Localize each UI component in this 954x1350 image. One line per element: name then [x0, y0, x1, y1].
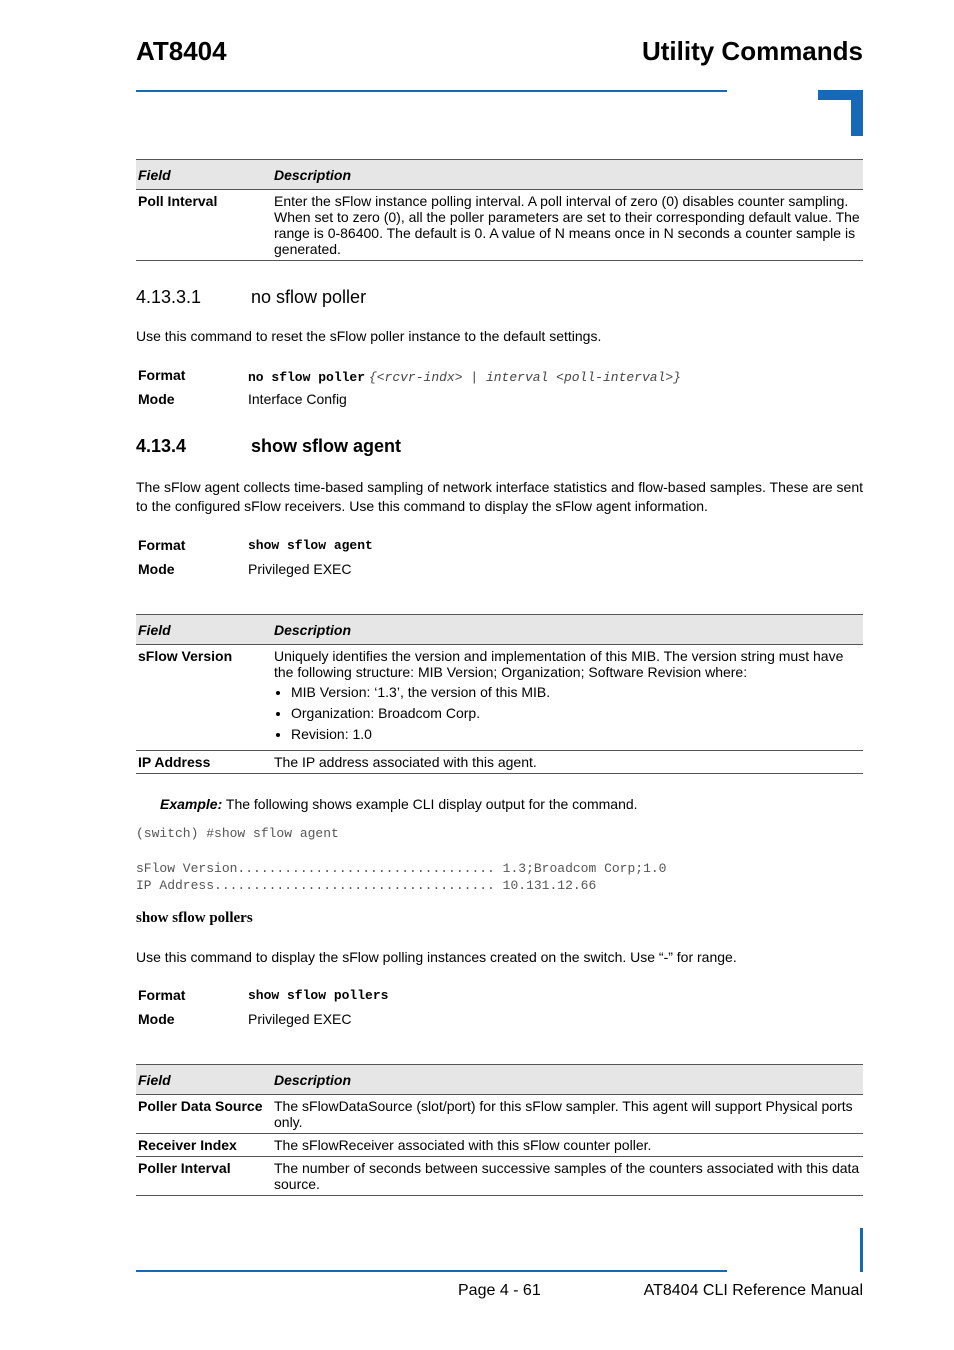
- table-row: [136, 1157, 863, 1196]
- format-command: show sflow agent: [248, 538, 373, 553]
- header-chapter: Utility Commands: [641, 36, 863, 66]
- description-text: Uniquely identifies the version and implementation of this MIB. The version string must have the following structure: MIB Version; Organization; Software Revision where:: [274, 648, 844, 680]
- mode-label: Mode: [138, 1011, 175, 1027]
- mode-label: Mode: [138, 561, 175, 577]
- format-label: Format: [138, 537, 186, 553]
- format-label: Format: [138, 367, 186, 383]
- column-header-field: Field: [136, 160, 272, 190]
- table-row: [136, 1134, 863, 1157]
- column-header-description: Description: [272, 160, 863, 190]
- poll-interval-table: [136, 159, 863, 261]
- description-cell: [272, 645, 863, 751]
- section-title: no sflow poller: [251, 287, 367, 307]
- field-cell: sFlow Version: [136, 645, 272, 751]
- column-header-description: Description: [272, 1065, 863, 1095]
- command-text: no sflow poller: [248, 370, 366, 385]
- mode-value: Privileged EXEC: [248, 1011, 352, 1027]
- section-paragraph: Use this command to display the sFlow polling instances created on the switch. Use “-” for range.: [136, 949, 737, 965]
- table-row: [136, 190, 863, 261]
- section-heading-no-sflow-poller: [136, 287, 366, 308]
- example-text: The following shows example CLI display output for the command.: [222, 796, 638, 812]
- field-cell: Poll Interval: [136, 190, 272, 261]
- section-number: 4.13.3.1: [136, 287, 202, 307]
- section-heading-show-sflow-agent: [136, 436, 401, 457]
- header-rule: [136, 90, 727, 92]
- command-args: {<rcvr-indx> | interval <poll-interval>}: [368, 370, 681, 385]
- description-cell: The IP address associated with this agent.: [272, 751, 863, 774]
- example-label: Example:: [160, 796, 223, 812]
- description-cell: The sFlowDataSource (slot/port) for this sFlow sampler. This agent will support Physical ports only.: [272, 1095, 863, 1134]
- description-cell: The number of seconds between successive samples of the counters associated with this data source.: [272, 1157, 863, 1196]
- sflow-pollers-table: [136, 1064, 863, 1196]
- description-cell: The sFlowReceiver associated with this sFlow counter poller.: [272, 1134, 863, 1157]
- format-command: show sflow pollers: [248, 988, 389, 1003]
- field-cell: Poller Data Source: [136, 1095, 272, 1134]
- table-header-row: [136, 615, 863, 645]
- corner-mark-bottom: [860, 1228, 863, 1272]
- sflow-agent-table: [136, 614, 863, 774]
- field-cell: Poller Interval: [136, 1157, 272, 1196]
- table-row: [136, 1095, 863, 1134]
- cli-output-line: (switch) #show sflow agent: [136, 826, 339, 841]
- section-paragraph: Use this command to reset the sFlow poller instance to the default settings.: [136, 328, 602, 344]
- format-label: Format: [138, 987, 186, 1003]
- column-header-field: Field: [136, 1065, 272, 1095]
- cli-output-line: IP Address.................................... 10.131.12.66: [136, 878, 597, 893]
- header-product: AT8404: [136, 36, 227, 66]
- table-header-row: [136, 160, 863, 190]
- mode-value: Interface Config: [248, 391, 347, 407]
- corner-mark-top: [818, 90, 863, 136]
- mode-value: Privileged EXEC: [248, 561, 352, 577]
- table-row: [136, 751, 863, 774]
- section-title: show sflow agent: [251, 436, 402, 456]
- table-header-row: [136, 1065, 863, 1095]
- list-item: • Organization: Broadcom Corp.: [291, 705, 861, 721]
- column-header-field: Field: [136, 615, 272, 645]
- table-row: [136, 645, 863, 751]
- description-cell: Enter the sFlow instance polling interval. A poll interval of zero (0) disables counter sampling. When set to zero (0), all the poller parameters are set to their corresponding default value. The range is 0-86400. The default is 0. A value of N means once in N seconds a counter sample is generated.: [272, 190, 863, 261]
- bullet-list: [274, 684, 861, 742]
- cli-output-line: sFlow Version................................. 1.3;Broadcom Corp;1.0: [136, 861, 667, 876]
- format-command: [248, 368, 681, 385]
- footer-rule: [136, 1270, 727, 1272]
- example-line: [160, 796, 638, 812]
- section-paragraph: The sFlow agent collects time-based sampling of network interface statistics and flow-based samples. These are sent to the configured sFlow receivers. Use this command to display the sFlow agent information.: [136, 479, 863, 514]
- section-number: 4.13.4: [136, 436, 187, 456]
- field-cell: IP Address: [136, 751, 272, 774]
- mode-label: Mode: [138, 391, 175, 407]
- page-number: Page 4 - 61: [458, 1282, 541, 1299]
- list-item: • Revision: 1.0: [291, 726, 861, 742]
- subsection-heading-show-sflow-pollers: show sflow pollers: [136, 910, 253, 926]
- manual-title: AT8404 CLI Reference Manual: [643, 1282, 863, 1299]
- column-header-description: Description: [272, 615, 863, 645]
- list-item: • MIB Version: ‘1.3’, the version of this MIB.: [291, 684, 861, 700]
- field-cell: Receiver Index: [136, 1134, 272, 1157]
